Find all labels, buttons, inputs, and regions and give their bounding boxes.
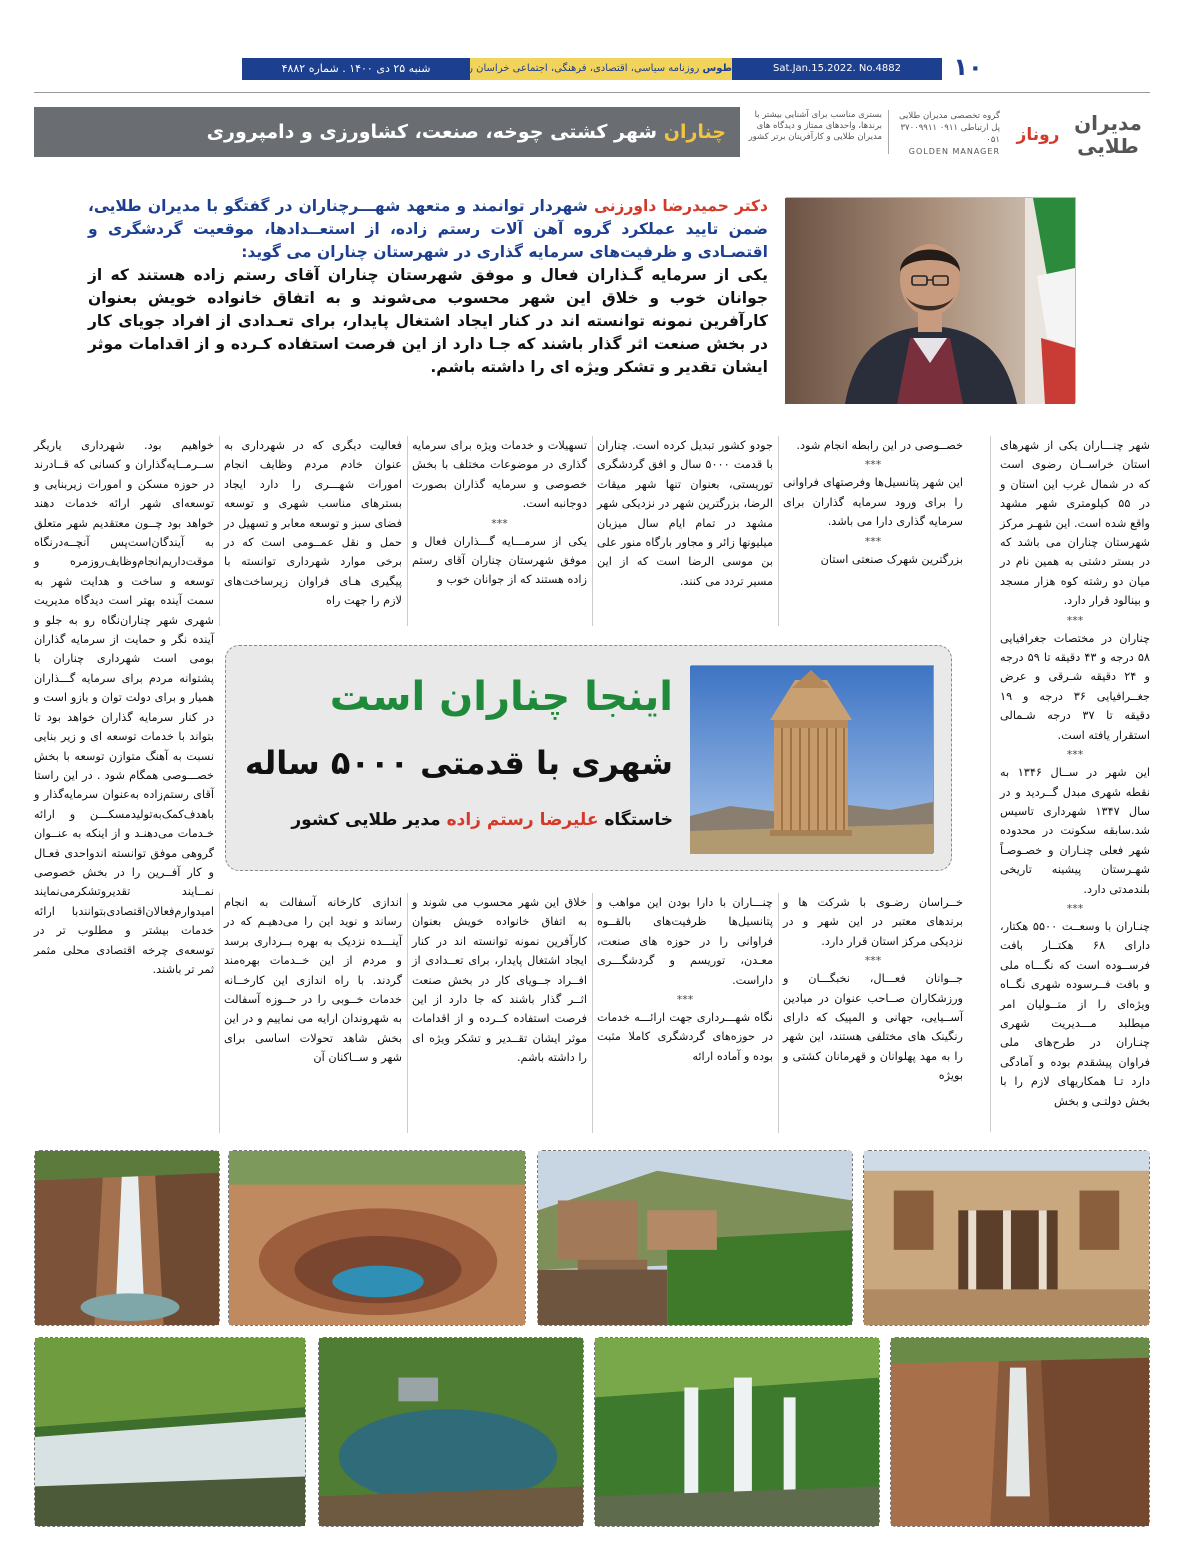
- paragraph: خلاق این شهر محسوب می شوند و به اتفاق خانواده خویش بعنوان کارآفرین نمونه توانسته اند در کنار ایجاد اشتغال پایدار، برای تعــدادی از افــراد جــویای کار در بخش صنعت اثــر گذار باشند که جا دارد از این فرصت استفاده کــرده و از اقدامات موثر ایشان تقــدیر و تشکر ویژه ای را داشته باشم.: [412, 896, 587, 1065]
- paragraph: چنـاران با وسعــت ۵۵۰۰ هکتار، دارای ۶۸ هکتــار بافت فرســوده است که نگـــاه ملی و بافت فــرسوده شهری نگــاه ویژه‌ای را از متــولیان امر میطلبد مـــدیریت شهری چنـاران در طرح‌های ملی فراوان پیشقدم بوده و آمادگی دارد تـا همکاریهای لازم را با بخش دولتـی و بخش: [1000, 919, 1150, 1108]
- logo-badge: روناز: [1016, 125, 1060, 145]
- paragraph: این شهر در ســال ۱۳۴۶ به نقطه شهری مبدل گــردید و در سال ۱۳۴۷ شهرداری تاسیس شد.سابقه سکونت در محدوده شهر فعلی چنـاران و خصـوصـاً شهـرستان پیشینه تاریخی بلندمدتی دارد.: [1000, 766, 1150, 896]
- headline-band: [34, 107, 740, 157]
- masthead-contact: [888, 110, 1000, 154]
- issue-strip: [242, 58, 942, 80]
- logo-sub: طلایی: [1077, 134, 1139, 158]
- title-rest: شهر کشتی چوخه، صنعت، کشاورزی و دامپروری: [206, 121, 664, 143]
- paragraph: خــراسان رضـوی با شرکت ها و برندهای معتبر در این شهر و در نزدیکی مرکز استان قرار دارد.: [783, 896, 963, 948]
- lead-intro-text: شهردار توانمند و متعهد شهـــرچناران در گفتگو با مدیران طلایی، ضمن تایید عملکرد گروه آهن آلات رستم زاده، از استعــدادها، موقعیت گردشگری و اقتصـادی و ظرفیت‌های سرمایه گذاری در شهرستان چناران می گوید:: [88, 197, 768, 261]
- paragraph: بزرگترین شهرک صنعتی استان: [820, 552, 963, 566]
- issue-en: Sat.Jan.15.2022. No.4882: [773, 63, 901, 74]
- photo-historic-mansion: [863, 1150, 1150, 1326]
- column-bottom-2: [783, 893, 963, 1133]
- column-bottom-4: [412, 893, 587, 1133]
- paragraph: یکی از سرمـــایه گـــذاران فعال و موفق شهرستان چناران آقای رستم زاده هستند که از جوانان خوب و: [412, 534, 587, 587]
- callout-box: [225, 645, 952, 871]
- radkan-tower-photo: [691, 665, 934, 853]
- byline-pre: خاستگاه: [598, 810, 673, 830]
- column-top-1-continued: [1000, 896, 1150, 1132]
- separator-stars: ***: [491, 516, 508, 530]
- separator-stars: ***: [864, 458, 882, 472]
- photo-cascade-waterfall: [594, 1337, 880, 1527]
- separator-stars: ***: [864, 534, 882, 548]
- column-divider: [592, 893, 593, 1133]
- column-divider: [219, 893, 220, 1133]
- column-bottom-3: [597, 893, 773, 1133]
- paragraph: فعالیت دیگری که در شهرداری به عنوان خادم مردم وظایف انجام امورات شهـــری را دارد ایجاد بسترهای مناسب شهری و توسعه فضای سبز و توسعه معابر و تسهیل در حمل و نقل عمــومی است که در برخی موارد شهرداری توانسته با پیگیری هـای فراوان زیرساخت‌های لازم را جهت راه: [224, 439, 402, 608]
- photo-gorge-waterfall: [890, 1337, 1150, 1527]
- callout-title: اینجا چناران است: [329, 674, 673, 720]
- separator-stars: ***: [1066, 748, 1084, 762]
- column-divider: [407, 436, 408, 626]
- issue-date: شنبه ۲۵ دی ۱۴۰۰ . شماره ۴۸۸۲: [281, 62, 431, 75]
- page-title: [207, 107, 726, 157]
- photo-stream-forest: [34, 1337, 306, 1527]
- column-divider: [778, 436, 779, 626]
- masthead-tagline: بستری مناسب برای آشنایی بیشتر با برندها، واحدهای ممتاز و دیدگاه های مدیران طلایی و کارآفرینان برتر کشور: [748, 110, 882, 142]
- paper-name: طوس: [702, 63, 732, 74]
- paragraph: شهر چنـــاران یکی از شهرهای استان خراســان رضوی است که در شمال غرب این استان و در ۵۵ کیلومتری شهر مشهد واقع شده است. این شهـر مرکز شهرستان چناران می باشد که در بستر دشتی به همین نام در میان دو رشته کوه هزار مسجد و بینالود قرار دارد.: [1000, 439, 1150, 608]
- photo-spring-pool: [318, 1337, 584, 1527]
- callout-subtitle: شهری با قدمتی ۵۰۰۰ ساله: [244, 744, 673, 782]
- column-top-5: [224, 436, 402, 626]
- logo-main: مدیران: [1074, 111, 1142, 135]
- column-left-long: [34, 436, 214, 1130]
- separator-stars: ***: [676, 993, 694, 1007]
- page-number: ۱۰: [953, 53, 983, 81]
- paragraph: خصــوصی در این رابطه انجام شود.: [796, 439, 963, 452]
- paragraph: خواهیم بود. شهرداری یاریگر ســرمــایه‌گذاران و کسانی که قــادرند در حوزه مسکن و امورات زیربنایی و توسعه‌ای شهر ارائه خدمات دهند خواهد بود چــون معتقدیم شهر متعلق به آیندگان‌است‌پس آنچــه‌درنگاه موقت‌داریم‌انجام‌وظایف‌روزمره و توسعه و ساخت و هدایت شهر به سمت آینده بهتر است دیدگاه مدیریت شهری شهر چناران‌نگاه رو به جلو و آینده نگر و حمایت از سرمایه گذاران بومی است شهرداری چناران با پشتوانه مردم برای سرمایه گـــذاران همیار و برای دولت توان و بازو است و در کنار سرمایه گذاران خواهد بود تا بتواند با خدمات توسعه ای و زیر بنایی نسبت به آهنگ متوازن توسعه با بخش خصـــوصی همگام شود . در این راستا آقای رستم‌زاده به‌عنوان سرمایه‌گذار و باهدف‌کمک‌به‌تولیدمسکـــن و ارائه خـدمات می‌دهنـد و از اینکه به عنــوان گروهی موفق توانسته اندواحدی فعـال و کار آفــرین را در بخش خصوصی نمــایند تقدیروتشکرمی‌نمایند امیدوارم‌فعالان‌اقتصادی‌بتوانندبا ارائه خدمات بیشتر و مطلوب تر در توسعه‌ی چرخه اقتصادی محلی مثمر ثمر تر باشند.: [34, 439, 214, 976]
- column-divider: [990, 436, 991, 1132]
- paragraph: چناران در مختصات جغرافیایی ۵۸ درجه و ۴۳ دقیقه تا ۵۹ درجه و ۲۴ دقیقه شـرقی و عرض جغــرافیایی ۳۶ درجه و ۱۹ دقیقه تا ۳۷ درجه شـمالی استقرار یافته است.: [1000, 631, 1151, 742]
- title-accent: چناران: [663, 121, 726, 143]
- column-top-3: [597, 436, 773, 626]
- contact-line1: گروه تخصصی مدیران طلایی: [898, 111, 1000, 121]
- column-divider: [407, 893, 408, 1133]
- lead-body: یکی از سرمایه گـذاران فعال و موفق شهرستان چناران آقای رستم زاده هستند که از جوانان خوب و خلاق این شهر محسوب می‌شوند و به اتفاق خانواده خویش بعنوان کارآفرین نمونه توانسته اند در کنار ایجاد اشتغال پایدار، برای تعـدادی از افراد جویای کار در بخش صنعت اثر گذار باشند که جـا دارد از این فرصت استفاده کـرده و از اقدامات موثر ایشان تقدیر و تشکر ویژه ای را داشته باشم.: [88, 266, 768, 376]
- column-divider: [592, 436, 593, 626]
- paragraph: جــوانان فعـــال، نخبگـــان و ورزشکاران صــاحب عنوان در میادین آســیایی، جهانی و المپیک که دارای رنگینک های مختلفی هستند، این شهر را به مهد پهلوانان و قهرمانان کشتی و بویژه: [783, 972, 963, 1083]
- paragraph: نگاه شهـــرداری جهت ارائـــه خدمات در حوزه‌های گردشگری کاملا مثبت بوده و آماده ارائه: [597, 1011, 773, 1063]
- column-bottom-5: [224, 893, 402, 1133]
- paragraph: اندازی کارخانه آسفالت به انجام رساند و نوید این را می‌دهیـم که در آینـــده نزدیک به بهره بــرداری برسد و مردم از این خــدمات بهره‌مند گردند. با راه اندازی این کارخــانه خدمات خــوبی را در حــوزه آسفالت به شهروندان ارایه می نماییم و در این بخش شاهد تحولات اساسی برای شهر و ســاکنان آن: [224, 896, 402, 1065]
- photo-waterfall-canyon: [34, 1150, 220, 1326]
- paper-description: روزنامه سیاسی، اقتصادی، فرهنگی، اجتماعی خراسان رضوی: [446, 63, 700, 74]
- column-top-2: [783, 436, 963, 626]
- paper-line: [446, 58, 732, 80]
- paragraph: تسهیلات و خدمات ویژه برای سرمایه گذاری در موضوعات مختلف با بخش خصوصی و سرمایه گذاران بصورت دوجانبه است.: [412, 439, 587, 511]
- callout-byline: [291, 810, 673, 830]
- contact-en: GOLDEN MANAGER: [908, 147, 1000, 156]
- column-top-4: [412, 436, 587, 626]
- photo-village-houses: [537, 1150, 853, 1326]
- byline-name: علیرضا رستم زاده: [446, 810, 599, 830]
- paragraph: این شهر پتانسیل‌ها وفرصتهای فراوانی را برای ورود سرمایه گذاران برای سرمایه گذاری دارا می باشد.: [783, 476, 963, 529]
- paragraph: چنـــاران با دارا بودن این مواهب و پتانسیل‌ها ظرفیت‌های بالقــوه فراوانی را در حوزه های صنعت، معـدن، توریسم و گردشگـــری داراست.: [597, 896, 773, 987]
- photo-sinkhole: [228, 1150, 526, 1326]
- separator-stars: ***: [864, 954, 882, 968]
- top-rule: [34, 92, 1150, 93]
- byline-post: مدیر طلایی کشور: [291, 810, 447, 830]
- separator-stars: ***: [1066, 901, 1084, 915]
- mayor-portrait: [786, 197, 1076, 403]
- lead-text: [88, 195, 768, 410]
- mayor-name: دکتر حمیدرضا داورزنی: [594, 197, 768, 215]
- golden-manager-logo: [1008, 106, 1150, 158]
- column-top-1: [1000, 436, 1151, 1108]
- contact-line2: پل ارتباطی ۰۹۱۱ ۳۷۰۰۹۹۱۱ ۰۵۱: [900, 123, 1000, 145]
- lead-intro: [88, 195, 768, 264]
- column-divider: [778, 893, 779, 1133]
- separator-stars: ***: [1066, 613, 1084, 627]
- column-divider: [219, 436, 220, 626]
- paragraph: جودو کشور تبدیل کرده است. چناران با قدمت ۵۰۰۰ سال و افق گردشگری توریستی، بعنوان تنها شهر میقات الرضا، بزرگترین شهر در نزدیکی شهر مشهد در تمام ایام سال میزبان میلیونها زائر و مجاور بارگاه منور علی بن موسی الرضا است که از این مسیر تردد می کنند.: [597, 439, 773, 588]
